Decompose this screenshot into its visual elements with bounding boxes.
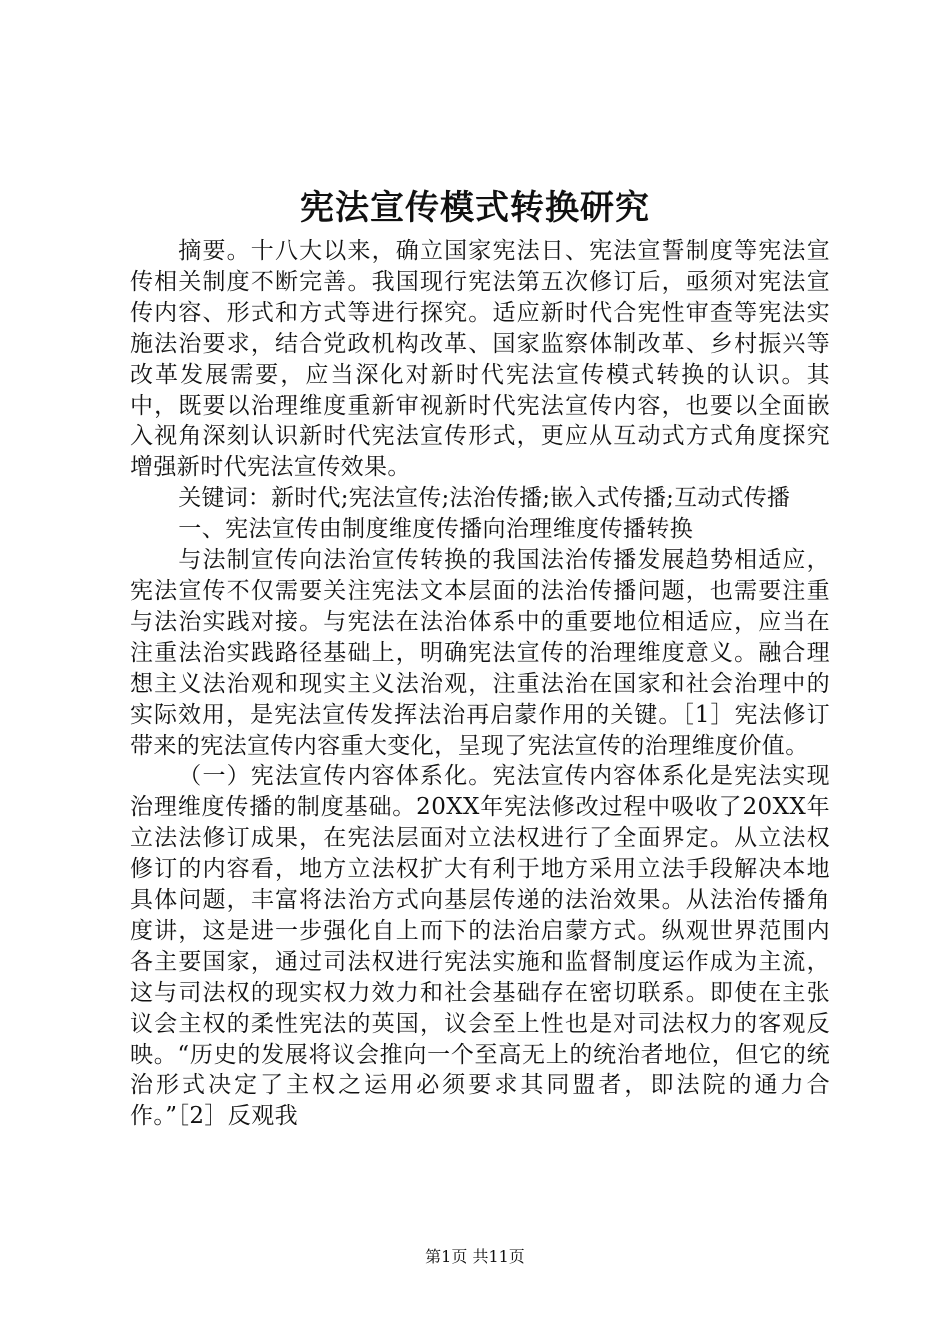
body-paragraph: 与法制宣传向法治宣传转换的我国法治传播发展趋势相适应，宪法宣传不仅需要关注宪法文本层面的法治传播问题，也需要注重与法治实践对接。与宪法在法治体系中的重要地位相适应，应当在注重法治实践路径基础上，明确宪法宣传的治理维度意义。融合理想主义法治观和现实主义法治观，注重法治在国家和社会治理中的实际效用，是宪法宣传发挥法治再启蒙作用的关键。［1］宪法修订带来的宪法宣传内容重大变化，呈现了宪法宣传的治理维度价值。 <box>130 547 830 759</box>
section-heading: 一、宪法宣传由制度维度传播向治理维度传播转换 <box>178 516 694 543</box>
body-paragraph: （一）宪法宣传内容体系化。宪法宣传内容体系化是宪法实现治理维度传播的制度基础。20XX年宪法修改过程中吸收了20XX年立法法修订成果，在宪法层面对立法权进行了全面界定。从立法权修订的内容看，地方立法权扩大有利于地方采用立法手段解决本地具体问题，丰富将法治方式向基层传递的法治效果。从法治传播角度讲，这是进一步强化自上而下的法治启蒙方式。纵观世界范围内各主要国家，通过司法权进行宪法实施和监督制度运作成为主流，这与司法权的现实权力效力和社会基础存在密切联系。即使在主张议会主权的柔性宪法的英国，议会至上性也是对司法权力的客观反映。“历史的发展将议会推向一个至高无上的统治者地位，但它的统治形式决定了主权之运用必须要求其同盟者，即法院的通力合作。”［2］反观我 <box>130 763 830 1130</box>
keywords-paragraph: 关键词：新时代;宪法宣传;法治传播;嵌入式传播;互动式传播 <box>178 485 791 512</box>
document-body <box>130 236 830 1132</box>
abstract-paragraph: 摘要。十八大以来，确立国家宪法日、宪法宣誓制度等宪法宣传相关制度不断完善。我国现行宪法第五次修订后，亟须对宪法宣传内容、形式和方式等进行探究。适应新时代合宪性审查等宪法实施法治要求，结合党政机构改革、国家监察体制改革、乡村振兴等改革发展需要，应当深化对新时代宪法宣传模式转换的认识。其中，既要以治理维度重新审视新时代宪法宣传内容，也要以全面嵌入视角深刻认识新时代宪法宣传形式，更应从互动式方式角度探究增强新时代宪法宣传效果。 <box>130 238 830 481</box>
page-footer: 第1页 共11页 <box>425 1247 525 1266</box>
page-title: 宪法宣传模式转换研究 <box>300 188 650 228</box>
